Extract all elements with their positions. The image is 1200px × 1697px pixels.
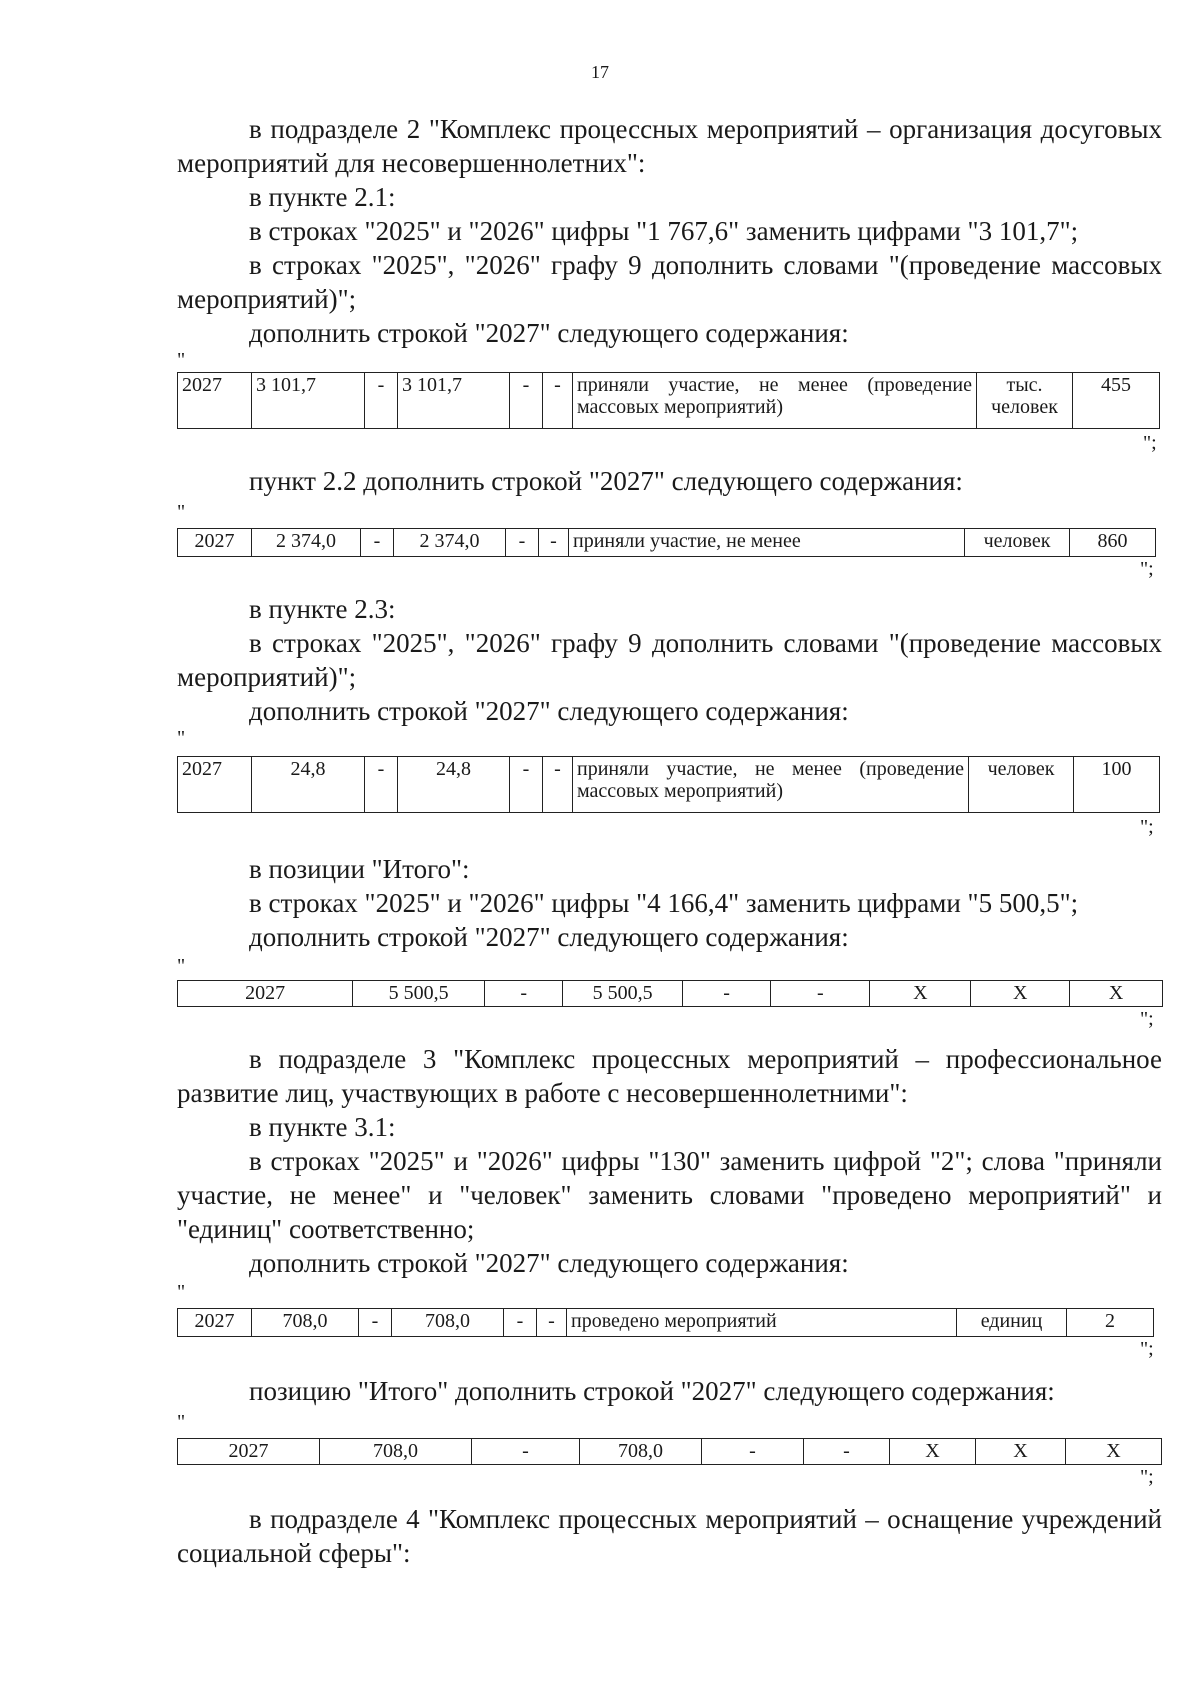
amendment-table-3-1 [177, 1308, 1154, 1337]
page-number: 17 [591, 62, 609, 82]
paragraph-item-2-3: в пункте 2.3: [249, 594, 396, 624]
amendment-table-2-3 [177, 756, 1160, 813]
cell-indicator: приняли участие, не менее (проведение массовых мероприятий) [573, 373, 977, 429]
closing-quote: "; [1140, 1466, 1154, 1488]
closing-quote: "; [1140, 1338, 1154, 1360]
cell: - [537, 1309, 567, 1337]
amendment-table-2-2 [177, 528, 1156, 557]
cell: - [510, 373, 543, 429]
cell: - [365, 373, 398, 429]
opening-quote: " [177, 1281, 186, 1303]
paragraph-total-add-row: позицию "Итого" дополнить строкой "2027" следующего содержания: [249, 1376, 1055, 1406]
cell-x: Х [890, 1439, 976, 1465]
closing-quote: "; [1143, 432, 1157, 454]
cell-x: Х [1070, 981, 1163, 1007]
cell-total: 708,0 [252, 1309, 359, 1337]
cell-indicator: приняли участие, не менее [569, 529, 965, 557]
cell: - [771, 981, 870, 1007]
cell: - [539, 529, 569, 557]
paragraph-add-row: дополнить строкой "2027" следующего содержания: [249, 696, 849, 726]
cell-unit: человек [969, 757, 1074, 813]
amendment-table-total-2 [177, 980, 1163, 1007]
amendment-table-2-1 [177, 372, 1160, 429]
paragraph-item-3-1: в пункте 3.1: [249, 1112, 396, 1142]
cell: - [702, 1439, 804, 1465]
opening-quote: " [177, 349, 186, 371]
cell-year: 2027 [178, 373, 252, 429]
paragraph-add-row: дополнить строкой "2027" следующего содержания: [249, 318, 849, 348]
cell-x: Х [870, 981, 971, 1007]
cell-year: 2027 [178, 1439, 320, 1465]
cell: - [804, 1439, 890, 1465]
cell-unit: тыс. человек [977, 373, 1073, 429]
cell-unit: единиц [957, 1309, 1067, 1337]
paragraph-add-words: в строках "2025", "2026" графу 9 дополнить словами "(проведение массовых мероприятий)"; [177, 628, 1162, 692]
cell-year: 2027 [178, 529, 252, 557]
paragraph-subsection-3: в подразделе 3 "Комплекс процессных мероприятий – профессиональное развитие лиц, участвующих в работе с несовершеннолетними": [177, 1044, 1162, 1108]
cell: - [543, 757, 573, 813]
cell-year: 2027 [178, 757, 252, 813]
cell-amount: 708,0 [580, 1439, 702, 1465]
table-row [178, 757, 1160, 813]
cell: - [543, 373, 573, 429]
paragraph-item-2-2: пункт 2.2 дополнить строкой "2027" следующего содержания: [249, 466, 963, 496]
paragraph-replace-figures: в строках "2025" и "2026" цифры "4 166,4" заменить цифрами "5 500,5"; [249, 888, 1079, 918]
opening-quote: " [177, 727, 186, 749]
closing-quote: "; [1140, 558, 1154, 580]
cell-total: 3 101,7 [252, 373, 365, 429]
cell: - [365, 757, 398, 813]
paragraph-subsection-2: в подразделе 2 "Комплекс процессных мероприятий – организация досуговых мероприятий для несовершеннолетних": [177, 114, 1162, 178]
paragraph-add-words: в строках "2025", "2026" графу 9 дополнить словами "(проведение массовых мероприятий)"; [177, 250, 1162, 314]
cell: - [506, 529, 539, 557]
table-row [178, 373, 1160, 429]
table-row [178, 1439, 1162, 1465]
cell: - [359, 1309, 392, 1337]
cell: - [485, 981, 563, 1007]
table-row [178, 1309, 1154, 1337]
cell-x: Х [976, 1439, 1066, 1465]
paragraph-item-2-1: в пункте 2.1: [249, 182, 396, 212]
cell-value: 860 [1070, 529, 1156, 557]
cell: - [504, 1309, 537, 1337]
cell: - [361, 529, 394, 557]
cell-value: 100 [1074, 757, 1160, 813]
cell-amount: 24,8 [398, 757, 510, 813]
cell-amount: 3 101,7 [398, 373, 510, 429]
table-row [178, 529, 1156, 557]
cell: - [472, 1439, 580, 1465]
opening-quote: " [177, 955, 186, 977]
cell-x: Х [971, 981, 1070, 1007]
cell-total: 708,0 [320, 1439, 472, 1465]
cell-value: 455 [1073, 373, 1160, 429]
cell: - [682, 981, 771, 1007]
cell-total: 24,8 [252, 757, 365, 813]
cell-total: 5 500,5 [353, 981, 485, 1007]
cell-total: 2 374,0 [252, 529, 361, 557]
table-row [178, 981, 1163, 1007]
cell-x: Х [1066, 1439, 1162, 1465]
cell-indicator: приняли участие, не менее (проведение массовых мероприятий) [573, 757, 969, 813]
cell-indicator: проведено мероприятий [567, 1309, 957, 1337]
paragraph-subsection-4: в подразделе 4 "Комплекс процессных мероприятий – оснащение учреждений социальной сферы": [177, 1504, 1162, 1568]
amendment-table-total-3 [177, 1438, 1162, 1465]
paragraph-replace-figures: в строках "2025" и "2026" цифры "1 767,6" заменить цифрами "3 101,7"; [249, 216, 1079, 246]
opening-quote: " [177, 501, 186, 523]
opening-quote: " [177, 1411, 186, 1433]
cell-year: 2027 [178, 981, 353, 1007]
closing-quote: "; [1140, 816, 1154, 838]
cell-unit: человек [965, 529, 1070, 557]
paragraph-add-row: дополнить строкой "2027" следующего содержания: [249, 1248, 849, 1278]
cell-amount: 5 500,5 [563, 981, 683, 1007]
paragraph-add-row: дополнить строкой "2027" следующего содержания: [249, 922, 849, 952]
cell-amount: 2 374,0 [394, 529, 506, 557]
paragraph-replace-words: в строках "2025" и "2026" цифры "130" заменить цифрой "2"; слова "приняли участие, не менее" и "человек" заменить словами "проведено мероприятий" и "единиц" соответственно; [177, 1146, 1162, 1244]
closing-quote: "; [1140, 1008, 1154, 1030]
cell-year: 2027 [178, 1309, 252, 1337]
cell-value: 2 [1067, 1309, 1154, 1337]
cell: - [510, 757, 543, 813]
paragraph-total-position: в позиции "Итого": [249, 854, 470, 884]
cell-amount: 708,0 [392, 1309, 504, 1337]
